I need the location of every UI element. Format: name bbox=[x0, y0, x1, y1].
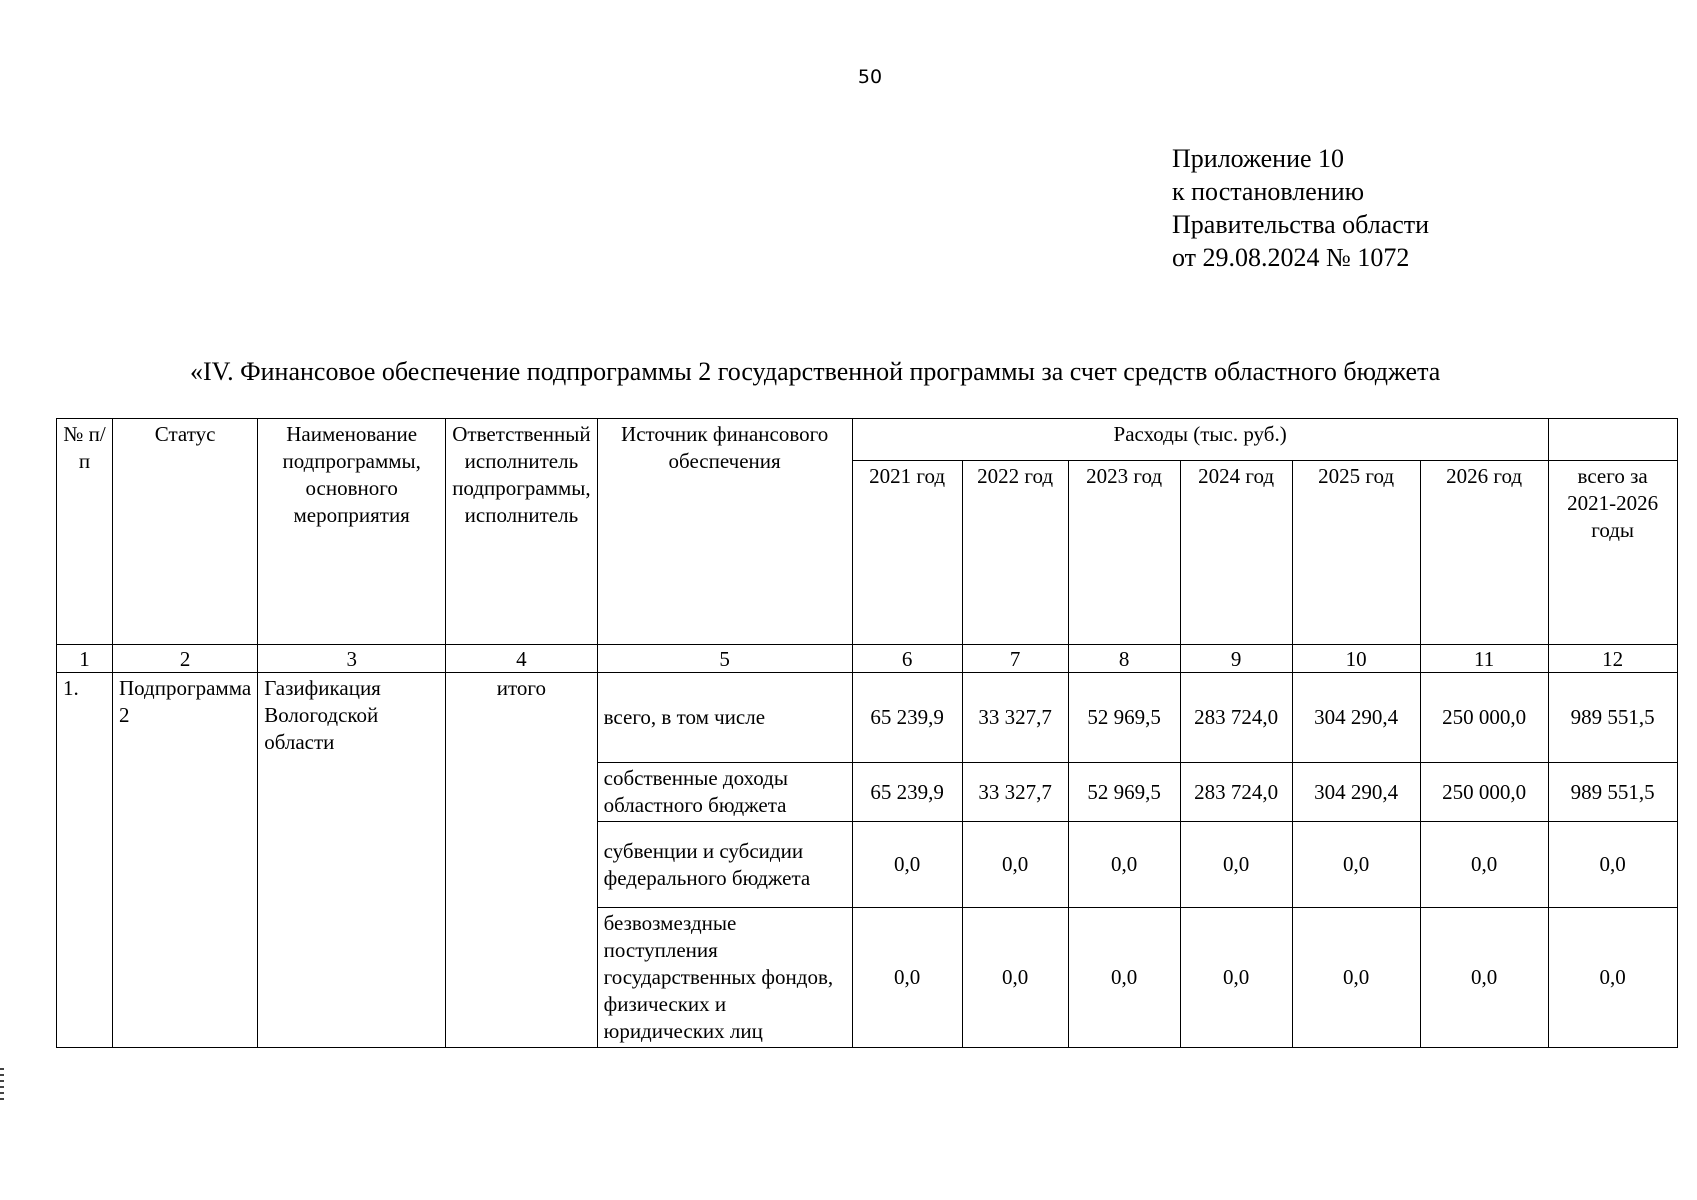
value-cell: 0,0 bbox=[1420, 822, 1548, 908]
index-cell: 4 bbox=[446, 645, 597, 673]
value-cell: 52 969,5 bbox=[1068, 673, 1180, 763]
index-cell: 1 bbox=[57, 645, 113, 673]
value-cell: 33 327,7 bbox=[962, 763, 1068, 822]
index-row bbox=[57, 645, 1678, 673]
value-cell: 283 724,0 bbox=[1180, 763, 1292, 822]
header-source: Источник финансового обеспечения bbox=[597, 419, 852, 645]
value-cell: 0,0 bbox=[1548, 908, 1677, 1048]
value-cell: 33 327,7 bbox=[962, 673, 1068, 763]
value-cell: 0,0 bbox=[852, 822, 962, 908]
value-cell: 989 551,5 bbox=[1548, 763, 1677, 822]
source-label: субвенции и субсидии федерального бюджета bbox=[597, 822, 852, 908]
header-year-2025: 2025 год bbox=[1292, 461, 1420, 645]
appendix-block bbox=[1172, 142, 1429, 274]
header-year-2024: 2024 год bbox=[1180, 461, 1292, 645]
margin-scan-mark bbox=[0, 1068, 4, 1102]
value-cell: 0,0 bbox=[1068, 822, 1180, 908]
row-name: Газификация Вологодской области bbox=[258, 673, 446, 1048]
header-executor: Ответственный исполнитель подпрограммы, исполнитель bbox=[446, 419, 597, 645]
header-name: Наименование подпрограммы, основного мероприятия bbox=[258, 419, 446, 645]
header-total: всего за 2021-2026 годы bbox=[1548, 461, 1677, 645]
value-cell: 0,0 bbox=[1548, 822, 1677, 908]
table-row bbox=[57, 673, 1678, 763]
header-expenses: Расходы (тыс. руб.) bbox=[852, 419, 1548, 461]
document-title: «IV. Финансовое обеспечение подпрограммы 2 государственной программы за счет средств областного бюджета bbox=[190, 357, 1441, 386]
value-cell: 65 239,9 bbox=[852, 763, 962, 822]
value-cell: 0,0 bbox=[962, 908, 1068, 1048]
value-cell: 0,0 bbox=[852, 908, 962, 1048]
value-cell: 0,0 bbox=[1180, 908, 1292, 1048]
index-cell: 3 bbox=[258, 645, 446, 673]
header-num: № п/п bbox=[57, 419, 113, 645]
value-cell: 0,0 bbox=[1420, 908, 1548, 1048]
value-cell: 0,0 bbox=[1068, 908, 1180, 1048]
header-year-2023: 2023 год bbox=[1068, 461, 1180, 645]
appendix-line: от 29.08.2024 № 1072 bbox=[1172, 243, 1410, 272]
page-number: 50 bbox=[857, 66, 883, 88]
value-cell: 304 290,4 bbox=[1292, 763, 1420, 822]
index-cell: 12 bbox=[1548, 645, 1677, 673]
value-cell: 52 969,5 bbox=[1068, 763, 1180, 822]
source-label: безвозмездные поступления государственных фондов, физических и юридических лиц bbox=[597, 908, 852, 1048]
index-cell: 5 bbox=[597, 645, 852, 673]
row-num: 1. bbox=[57, 673, 113, 1048]
value-cell: 250 000,0 bbox=[1420, 673, 1548, 763]
value-cell: 283 724,0 bbox=[1180, 673, 1292, 763]
index-cell: 2 bbox=[113, 645, 258, 673]
value-cell: 0,0 bbox=[1180, 822, 1292, 908]
value-cell: 0,0 bbox=[1292, 822, 1420, 908]
value-cell: 250 000,0 bbox=[1420, 763, 1548, 822]
header-row bbox=[57, 419, 1678, 461]
header-year-2021: 2021 год bbox=[852, 461, 962, 645]
header-year-2022: 2022 год bbox=[962, 461, 1068, 645]
source-label: всего, в том числе bbox=[597, 673, 852, 763]
index-cell: 11 bbox=[1420, 645, 1548, 673]
index-cell: 10 bbox=[1292, 645, 1420, 673]
header-year-2026: 2026 год bbox=[1420, 461, 1548, 645]
index-cell: 6 bbox=[852, 645, 962, 673]
row-status: Подпрограмма 2 bbox=[113, 673, 258, 1048]
value-cell: 0,0 bbox=[962, 822, 1068, 908]
value-cell: 304 290,4 bbox=[1292, 673, 1420, 763]
appendix-line: к постановлению bbox=[1172, 177, 1365, 206]
appendix-line: Правительства области bbox=[1172, 210, 1430, 239]
header-status: Статус bbox=[113, 419, 258, 645]
value-cell: 989 551,5 bbox=[1548, 673, 1677, 763]
index-cell: 7 bbox=[962, 645, 1068, 673]
financing-table bbox=[56, 418, 1678, 1048]
source-label: собственные доходы областного бюджета bbox=[597, 763, 852, 822]
index-cell: 9 bbox=[1180, 645, 1292, 673]
appendix-line: Приложение 10 bbox=[1172, 144, 1345, 173]
value-cell: 65 239,9 bbox=[852, 673, 962, 763]
header-blank bbox=[1548, 419, 1677, 461]
row-executor: итого bbox=[446, 673, 597, 1048]
value-cell: 0,0 bbox=[1292, 908, 1420, 1048]
index-cell: 8 bbox=[1068, 645, 1180, 673]
